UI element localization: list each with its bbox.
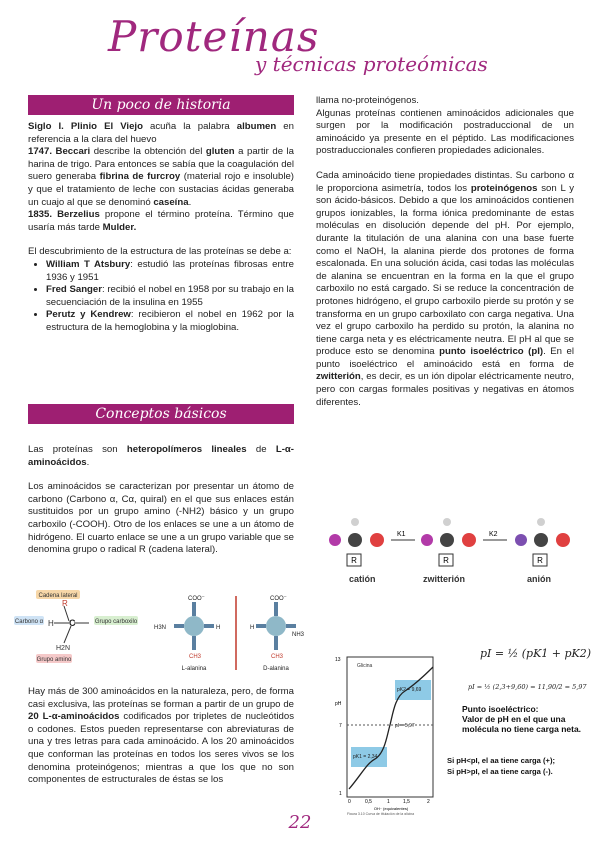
alanine-l-center [184,616,204,636]
list-item: • Fred Sanger: recibió el nobel en 1958 por su trabajo en la secuenciación de la insulina en 1955 [46,284,294,309]
carboxyl-label: Grupo carboxilo [94,619,138,625]
anion-label: anión [527,574,551,584]
x-axis-label: OH⁻ (equivalentes) [373,806,409,811]
ionic-forms-figure [315,510,585,592]
k2-label: K2 [489,531,498,538]
r-2: R [443,556,449,565]
l-h3n: H3N [154,625,167,631]
amino-label: Grupo amino [36,657,72,663]
cation-molecule [329,518,384,566]
history-list [28,259,294,335]
y-axis-label: pH [335,701,342,707]
l-coo: COO⁻ [188,596,205,602]
xtick-05: 0,5 [365,799,372,805]
l-alanine-label: L-alanina [181,666,207,672]
d-alanine-label: D-alanina [263,666,289,672]
carbon-label: Carbono α [14,619,44,625]
titration-chart [335,625,445,815]
r-3: R [537,556,543,565]
pi-label: pI = 5,97 [395,723,415,729]
page-title: Proteínas [108,12,320,61]
d-h: H [250,625,255,631]
concepts-banner: Conceptos básicos [28,404,294,424]
alanine-d-center [266,616,286,636]
side-chain-label: Cadena lateral [38,593,78,599]
history-text: Siglo I. Plinio El Viejo acuña la palabra albumen en referencia a la clara del huevo 1747. Beccari describe la obtención del gluten a partir de la harina de trigo. Para entonces se sabía que la coagulación del suero generaba fibrina de furcroy (material rojo e insoluble) y que el tratamiento de leche con sustacias ácidas generaba un cuajo al que se denominó caseína. 1835. Berzelius propone el término proteína. Término que usaría más tarde Mulder. El descubrimiento de la estructura de las proteínas se debe a: • William T Atsbury: estudió las proteínas fibrosas entre 1936 y 1951 • Fred Sanger: recibió el nobel en 1958 por su trabajo en la secuenciación de la insulina en 1955 • Perutz y Kendrew: recibieron el nobel en 1962 por la estructura de la hemoglobina y la mioglobina. [28,121,294,335]
ytick-7: 7 [339,723,342,729]
concepts-text-2: Hay más de 300 aminoácidos en la naturaleza, pero, de forma casi exclusiva, las proteínas se forman a partir de un grupo de 20 L-α-aminoácidos codificados por tripletes de nucleótidos o codones. Estos pueden representarse con abreviaturas de una y tres letras para cada aminoácido. A los 20 aminoácidos que conforman las proteínas en todos los seres vivos se los denomina proteinógenos; mientras a que los que no son componentes de estructurales de éstas se los [28,686,294,786]
charge-rules: Si pH<pI, el aa tiene carga (+); Si pH>pI, el aa tiene carga (-). [447,756,556,776]
atom-h2n: H2N [56,645,71,652]
right-text: llama no-proteinógenos. Algunas proteínas contienen aminoácidos adicionales que surgen por la modificación postraduccional de un aminoácido ya presente en el péptido. Las modificaciones postraduccionales confieren propiedades adicionales. Cada aminoácido tiene propiedades distintas. Su carbono α le proporciona asimetría, todos los proteinógenos son L y son ácido-básicos. Debido a que los aminoácidos contienen grupos ionizables, la forma iónica predominante de estas moléculas en disolución depende del pH. Por ejemplo, durante la titulación de una alanina con una base fuerte como el NaOH, la alanina pierde dos protones de forma escalonada. En una solución ácida, casi todas las moléculas de alanina se encuentran en la forma en la que el grupo carboxilo no está cargado. Si se reduce la concentración de protones hidrógeno, el grupo carboxilo pierde su protón y se transforma en un grupo carboxilato con carga negativa. Una vez el grupo carboxilo ha perdido su protón, la alanina no tiene carga neta y es eléctricamente neutra. El pH al que se produce esto se denomina punto isoeléctrico (pI). En el punto isoeléctrico el aminoácido está en forma de zwitterión, es decir, es un ión dipolar eléctricamente neutro, pero con cargas formales positivas y negativas en átomos diferentes. [316,95,574,408]
atom-r: R [62,599,68,608]
cation-label: catión [349,574,376,584]
pk2-label: pK2 = 9,69 [397,687,422,693]
ytick-13: 13 [335,657,341,663]
r-1: R [351,556,357,565]
xtick-1: 1 [387,799,390,805]
list-item: • Perutz y Kendrew: recibieron el nobel en 1962 por la estructura de la hemoglobina y la mioglobina. [46,309,294,334]
d-nh3: NH3 [292,632,304,638]
l-h: H [216,625,221,631]
glycine-label: Glicina [357,663,373,669]
atom-c: C [69,618,76,628]
isoelectric-note: Punto isoeléctrico: Valor de pH en el que una molécula no tiene carga neta. [462,704,582,734]
page-number: 22 [288,812,312,833]
anion-molecule [515,518,570,566]
pi-formula-example: pI = ½ (2,3+9,60) = 11,90/2 = 5,97 [468,683,587,691]
ytick-1: 1 [339,791,342,797]
list-item: • William T Atsbury: estudió las proteínas fibrosas entre 1936 y 1951 [46,259,294,284]
d-ch3: CH3 [271,654,284,660]
concepts-intro: Las proteínas son heteropolímeros lineales de L-α-aminoácidos. Los aminoácidos se caracterizan por presentar un átomo de carbono (Carbono α, Cα, quiral) en el que sus enlaces están sustituidos por un grupo amino (-NH2) básico y un grupo carboxilo (-COOH). Otro de los enlaces se une a un átomo de hidrógeno. El cuarto enlace se une a un grupo variable que se denomina grupo o radical R (cadena lateral). [28,444,295,556]
figure-caption: Figura 3.10 Curva de titulación de la glicina [347,812,415,815]
l-ch3: CH3 [189,654,202,660]
d-coo: COO⁻ [270,596,287,602]
xtick-0: 0 [348,799,351,805]
page-subtitle: y técnicas proteómicas [255,52,488,76]
atom-h: H [48,619,54,628]
amino-acid-figure [14,588,304,678]
zwitterion-label: zwitterión [423,574,465,584]
k1-label: K1 [397,531,406,538]
history-banner: Un poco de historia [28,95,294,115]
xtick-15: 1,5 [403,799,410,805]
pk1-label: pK1 = 2,34 [353,754,378,760]
xtick-2: 2 [427,799,430,805]
zwitterion-molecule [421,518,476,566]
pi-formula: pI = ½ (pK1 + pK2) [480,647,592,660]
bond-n [64,626,71,643]
